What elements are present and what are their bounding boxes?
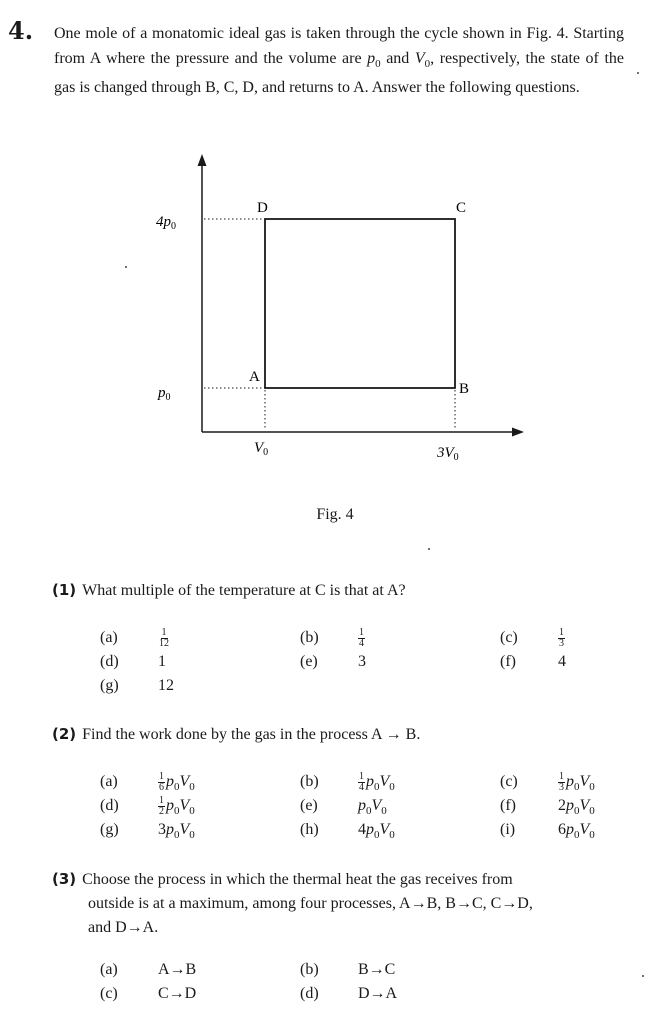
q2-option-d[interactable]: (d) $\frac{1}{2}$ $p_0V_0$: [100, 794, 195, 818]
q2-option-g[interactable]: (g) $3p_0V_0$: [100, 821, 195, 842]
q3-option-b[interactable]: (b) B→C: [300, 961, 396, 978]
y-label-4p0: $4p_0$: [156, 214, 176, 232]
q2-text: (2) Find the work done by the gas in the process A → B.: [52, 725, 421, 743]
speck: [637, 72, 639, 74]
q2-option-f[interactable]: (f) $2p_0V_0$: [500, 797, 595, 818]
y-label-p0: $p_0$: [158, 385, 171, 403]
q2-option-i[interactable]: (i) $6p_0V_0$: [500, 821, 595, 842]
speck: [125, 266, 127, 268]
q1-option-d[interactable]: (d) 1: [100, 653, 166, 670]
q2-option-c[interactable]: (c) $\frac{1}{3}$ $p_0V_0$: [500, 770, 595, 794]
cycle-rectangle: [265, 219, 455, 388]
q1-text: (1) What multiple of the temperature at C is that at A?: [52, 581, 406, 599]
q1-option-b[interactable]: (b) $\frac{1}{4}$: [300, 626, 364, 649]
question-number: 4.: [8, 16, 34, 45]
point-label-a: A: [249, 369, 260, 385]
q2-option-h[interactable]: (h) $4p_0V_0$: [300, 821, 395, 842]
q3-text: (3) Choose the process in which the thermal heat the gas receives from outside is at a maximum, among four processes, A→B, B→C, C→D, and D→A.: [52, 870, 533, 936]
q3-option-d[interactable]: (d) D→A: [300, 985, 398, 1002]
speck: [642, 975, 644, 977]
q2-option-e[interactable]: (e) $p_0V_0$: [300, 797, 387, 818]
q1-option-e[interactable]: (e) 3: [300, 653, 366, 670]
question-intro: One mole of a monatomic ideal gas is taken through the cycle shown in Fig. 4. Starting from A where the pressure and the volume are $p_0$ and $V_0$, respectively, the state of the gas is changed through B, C, D, and returns to A. Answer the following questions.: [54, 25, 624, 97]
q3-option-a[interactable]: (a) A→B: [100, 961, 197, 978]
q1-option-c[interactable]: (c) $\frac{1}{3}$: [500, 626, 564, 649]
q2-option-b[interactable]: (b) $\frac{1}{4}$ $p_0V_0$: [300, 770, 395, 794]
q3-option-c[interactable]: (c) C→D: [100, 985, 197, 1002]
figure-caption: Fig. 4: [316, 506, 354, 523]
q1-option-f[interactable]: (f) 4: [500, 653, 566, 670]
point-label-c: C: [456, 200, 467, 216]
x-label-3v0: $3V_0$: [437, 445, 459, 463]
q1-option-g[interactable]: (g) 12: [100, 677, 174, 694]
x-label-v0: $V_0$: [254, 440, 269, 458]
point-label-d: D: [257, 200, 268, 216]
speck: [428, 548, 430, 550]
point-label-b: B: [459, 381, 470, 397]
q2-option-a[interactable]: (a) $\frac{1}{6}$ $p_0V_0$: [100, 770, 195, 794]
q1-option-a[interactable]: (a) $\frac{1}{12}$: [100, 626, 169, 649]
